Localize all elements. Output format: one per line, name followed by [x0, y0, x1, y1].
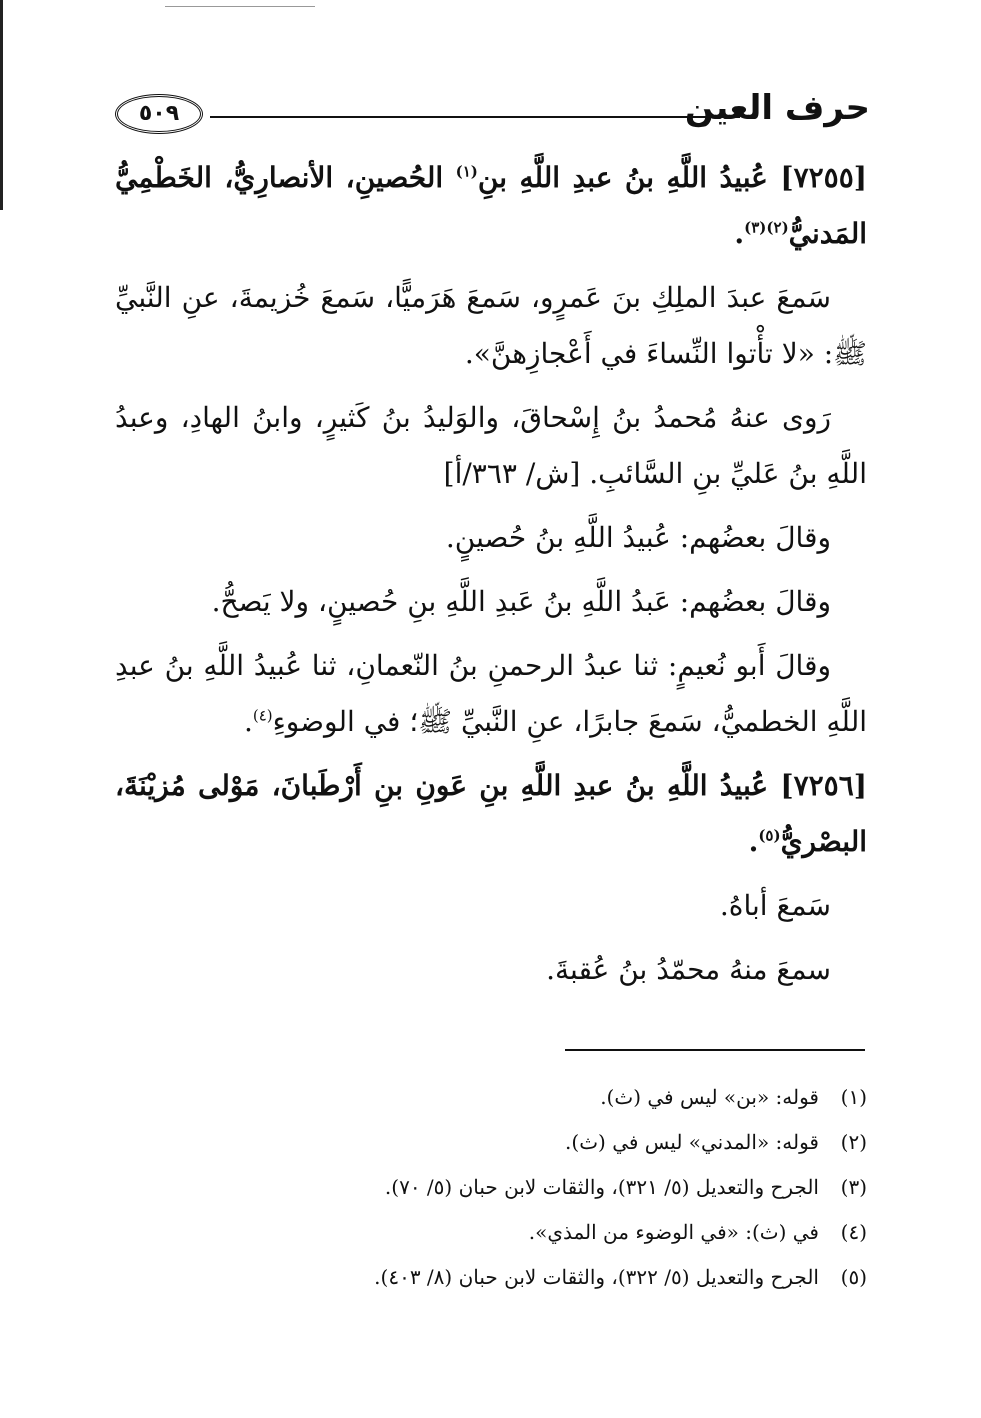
entry-paragraph: رَوى عنهُ مُحمدُ بنُ إِسْحاقَ، والوَليدُ بنُ كَثيرٍ، وابنُ الهادِ، وعبدُ اللَّهِ بنُ عَليِّ بنِ السَّائبِ. [ش/ ٣٦٣/أ] — [115, 401, 867, 490]
entry-paragraph: وقالَ بعضُهم: عَبدُ اللَّهِ بنُ عَبدِ اللَّهِ بنِ حُصينٍ، ولا يَصحُّ. — [211, 585, 831, 618]
footnote-number: (٢) — [840, 1130, 867, 1154]
top-edge-line — [165, 6, 315, 7]
entry-paragraph: سمعَ منهُ محمّدُ بنُ عُقبةَ. — [546, 953, 831, 986]
footnote-number: (١) — [840, 1085, 867, 1109]
entry-heading: [٧٢٥٦] عُبيدُ اللَّهِ بنُ عبدِ اللَّهِ بنِ عَونِ بنِ أَرْطَبانَ، مَوْلى مُزيْنَةَ، البصْريُّ$^{(٥)}$. — [115, 769, 867, 858]
footnote-text: الجرح والتعديل (٥/ ٣٢١)، والثقات لابن حبان (٥/ ٧٠). — [384, 1175, 819, 1199]
left-page-edge — [0, 0, 3, 210]
page-header — [115, 86, 870, 136]
footnotes — [115, 1075, 867, 1300]
footnote-text: في (ث): «في الوضوء من المذي». — [528, 1220, 819, 1244]
footnote — [115, 1165, 867, 1210]
entry-paragraph: وقالَ بعضُهم: عُبيدُ اللَّهِ بنُ حُصينٍ. — [445, 521, 831, 554]
footnote-number: (٣) — [840, 1175, 867, 1199]
footnote-ref: (٥) — [758, 826, 781, 845]
footnote-text: قوله: «بن» ليس في (ث). — [600, 1085, 819, 1109]
footnote — [115, 1255, 867, 1300]
main-text — [115, 150, 867, 1006]
entry-heading: [٧٢٥٥] عُبيدُ اللَّهِ بنُ عبدِ اللَّهِ بنِ$^{(١)}$ الحُصينِ، الأنصارِيُّ، الخَطْمِيُّ المَدنيُّ$^{(٢)(٣)}$. — [115, 161, 867, 250]
running-title: حرف العين — [684, 88, 870, 128]
header-rule — [210, 116, 740, 118]
entry-paragraph: وقالَ أَبو نُعيمٍ: ثنا عبدُ الرحمنِ بنُ النّعمانِ، ثنا عُبيدُ اللَّهِ بنُ عبدِ اللَّهِ الخطميُّ، سَمعَ جابرًا، عنِ النَّبيِّ ﷺ؛ في الوضوءِ$^{(٤)}$. — [115, 649, 867, 738]
footnote — [115, 1075, 867, 1120]
footnote — [115, 1120, 867, 1165]
footnote-text: الجرح والتعديل (٥/ ٣٢٢)، والثقات لابن حبان (٨/ ٤٠٣). — [374, 1265, 819, 1289]
footnote-number: (٤) — [840, 1220, 867, 1244]
footnote-divider — [565, 1049, 865, 1051]
footnote-ref: (٤) — [252, 706, 273, 725]
footnote-ref: (١) — [455, 162, 478, 181]
footnote — [115, 1210, 867, 1255]
page-number: ٥٠٩ — [115, 94, 203, 134]
footnote-ref: (٢)(٣) — [744, 218, 789, 237]
footnote-text: قوله: «المدني» ليس في (ث). — [565, 1130, 819, 1154]
footnote-number: (٥) — [840, 1265, 867, 1289]
entry-paragraph: سَمعَ أباهُ. — [719, 889, 831, 922]
entry-paragraph: سَمعَ عبدَ الملِكِ بنَ عَمرٍو، سَمعَ هَرَميًّا، سَمعَ خُزيمةَ، عنِ النَّبيِّ ﷺ: «لا تأْتوا النِّساءَ في أَعْجازِهنَّ». — [115, 281, 867, 370]
